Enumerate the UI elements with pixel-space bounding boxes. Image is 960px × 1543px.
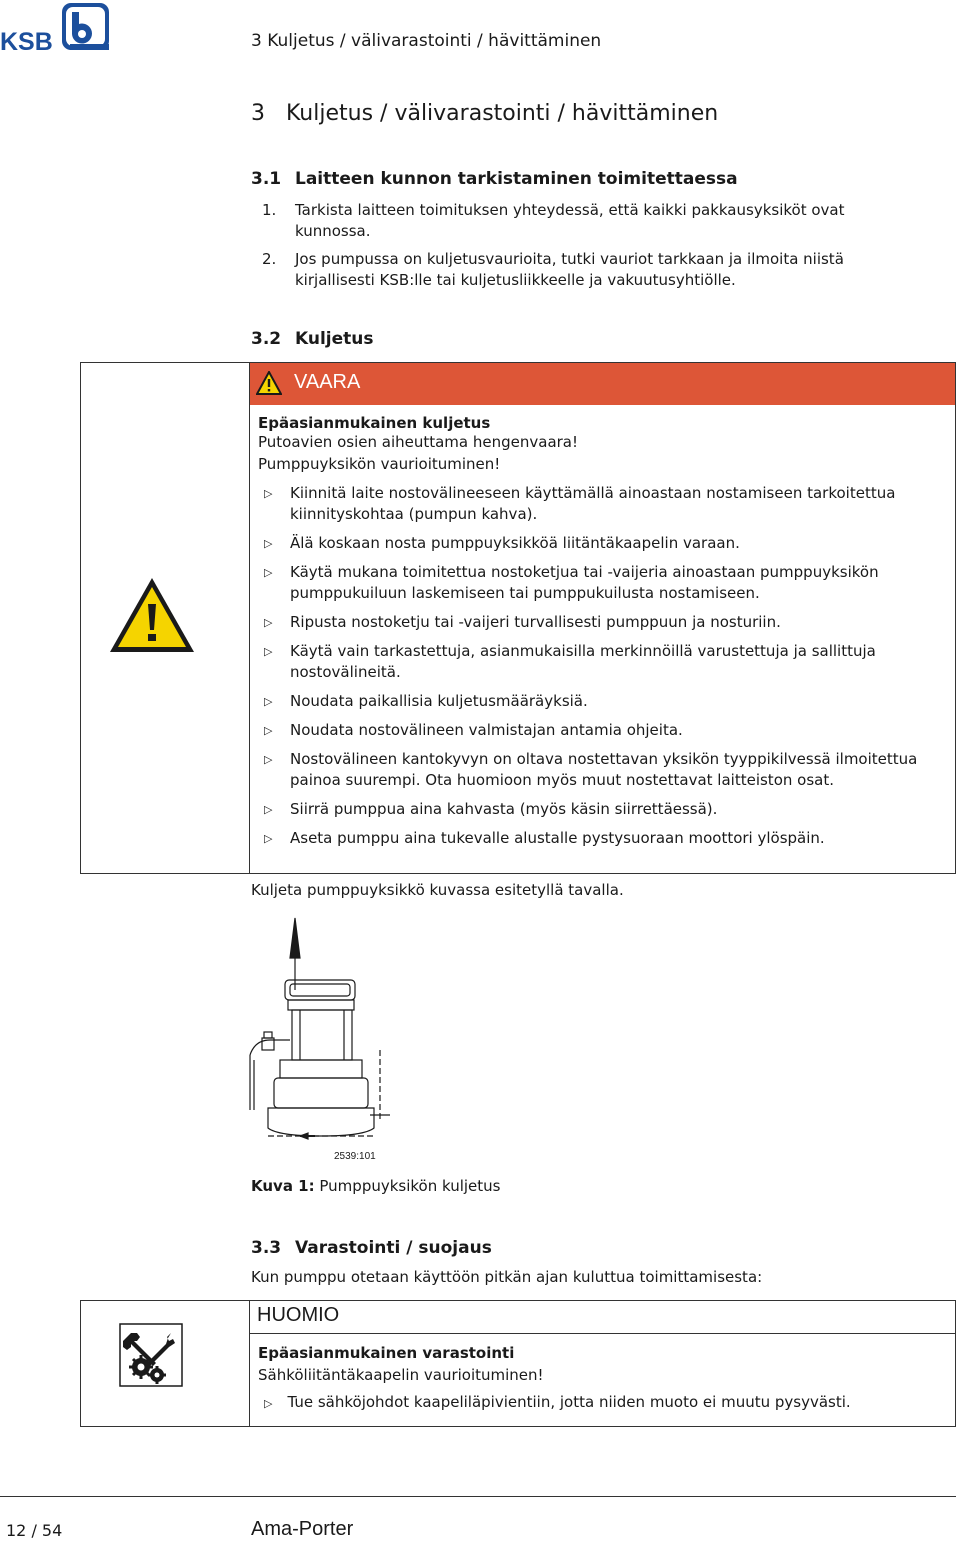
danger-consequence-1: Putoavien osien aiheuttama hengenvaara! [258, 433, 579, 451]
notice-header-rule [250, 1333, 955, 1334]
bullet-triangle-icon: ▷ [264, 487, 273, 500]
tools-gears-icon [119, 1323, 183, 1387]
transport-instruction: Kuljeta pumppuyksikkö kuvassa esitetyllä tavalla. [251, 881, 624, 899]
bullet-triangle-icon: ▷ [264, 803, 273, 816]
danger-instruction-list [262, 483, 952, 857]
notice-instruction: ▷ Tue sähköjohdot kaapeliläpivientiin, jotta niiden muoto ei muutu pysyvästi. [264, 1393, 851, 1411]
list-item: ▷ Noudata paikallisia kuljetusmääräyksiä. [264, 692, 588, 710]
item-text: Tarkista laitteen toimituksen yhteydessä, että kaikki pakkausyksiköt ovat kunnossa. [295, 201, 845, 240]
bullet-triangle-icon: ▷ [264, 616, 273, 629]
section-title: Kuljetus [295, 329, 374, 349]
notice-title: Epäasianmukainen varastointi [258, 1344, 515, 1362]
item-number: 2. [262, 250, 277, 268]
bullet-triangle-icon: ▷ [264, 1397, 273, 1410]
section-title: Varastointi / suojaus [295, 1238, 492, 1258]
list-item: ▷ Ripusta nostoketju tai -vaijeri turvallisesti pumppuun ja nosturiin. [264, 613, 781, 631]
running-header: 3 Kuljetus / välivarastointi / hävittäminen [251, 31, 602, 51]
danger-consequence-2: Pumppuyksikön vaurioituminen! [258, 455, 501, 473]
bullet-triangle-icon: ▷ [264, 724, 273, 737]
chapter-title: 3 Kuljetus / välivarastointi / hävittäminen [251, 101, 719, 126]
notice-consequence: Sähköliitäntäkaapelin vaurioituminen! [258, 1366, 544, 1384]
danger-label: VAARA [294, 371, 361, 393]
notice-box-divider [249, 1300, 250, 1427]
figure-caption [251, 1177, 501, 1195]
list-item: ▷ Käytä mukana toimitettua nostoketjua tai -vaijeria ainoastaan pumppuyksikön pumppukuiluun laskemiseen tai pumppukuilusta nostamiseen. [264, 563, 879, 602]
section-number: 3.1 [251, 169, 282, 189]
section-title: Laitteen kunnon tarkistaminen toimitettaessa [295, 169, 738, 189]
bullet-triangle-icon: ▷ [264, 537, 273, 550]
bullet-triangle-icon: ▷ [264, 695, 273, 708]
bullet-triangle-icon: ▷ [264, 753, 273, 766]
item-text: Jos pumpussa on kuljetusvaurioita, tutki vauriot tarkkaan ja ilmoita niistä kirjallisesti KSB:lle tai kuljetusliikkeelle ja vakuutusyhtiölle. [295, 250, 844, 289]
warning-triangle-icon [256, 371, 282, 395]
pump-transport-figure [240, 910, 400, 1170]
item-number: 1. [262, 201, 277, 219]
list-item: ▷ Siirrä pumppua aina kahvasta (myös käsin siirrettäessä). [264, 800, 718, 818]
section-number: 3.3 [251, 1238, 282, 1258]
page-number: 12 / 54 [6, 1521, 63, 1540]
product-name: Ama-Porter [251, 1518, 354, 1540]
ordered-item-2 [262, 249, 922, 291]
danger-title: Epäasianmukainen kuljetus [258, 414, 491, 432]
section-3-3-heading [251, 1238, 492, 1258]
section-intro: Kun pumppu otetaan käyttöön pitkän ajan kuluttua toimittamisesta: [251, 1268, 763, 1286]
notice-label: HUOMIO [257, 1304, 340, 1326]
caption-label: Kuva 1: [251, 1177, 315, 1195]
bullet-triangle-icon: ▷ [264, 645, 273, 658]
bullet-triangle-icon: ▷ [264, 566, 273, 579]
bullet-triangle-icon: ▷ [264, 832, 273, 845]
list-item: ▷ Käytä vain tarkastettuja, asianmukaisilla merkinnöillä varustettuja ja sallittuja nostovälineitä. [264, 642, 876, 681]
logo-text: KSB [0, 28, 53, 54]
list-item: ▷ Älä koskaan nosta pumppuyksikköä liitäntäkaapelin varaan. [264, 534, 740, 552]
figure-code: 2539:101 [334, 1151, 376, 1162]
ordered-item-1 [262, 200, 922, 242]
ksb-logo [0, 0, 112, 54]
list-item: ▷ Kiinnitä laite nostovälineeseen käyttämällä ainoastaan nostamiseen tarkoitettua kiinnityskohtaa (pumpun kahva). [264, 484, 896, 523]
caption-text: Pumppuyksikön kuljetus [319, 1177, 501, 1195]
list-item: ▷ Nostovälineen kantokyvyn on oltava nostettavan yksikön tyyppikilvessä ilmoitettua painoa suurempi. Ota huomioon myös muut nostettavat laitteiston osat. [264, 750, 918, 789]
section-3-2-heading [251, 329, 374, 349]
section-number: 3.2 [251, 329, 282, 349]
footer-rule [0, 1496, 956, 1497]
danger-box-divider [249, 362, 250, 874]
list-item: ▷ Noudata nostovälineen valmistajan antamia ohjeita. [264, 721, 683, 739]
large-warning-sign-icon [108, 576, 196, 654]
list-item: ▷ Aseta pumppu aina tukevalle alustalle pystysuoraan moottori ylöspäin. [264, 829, 825, 847]
section-3-1-heading [251, 169, 738, 189]
